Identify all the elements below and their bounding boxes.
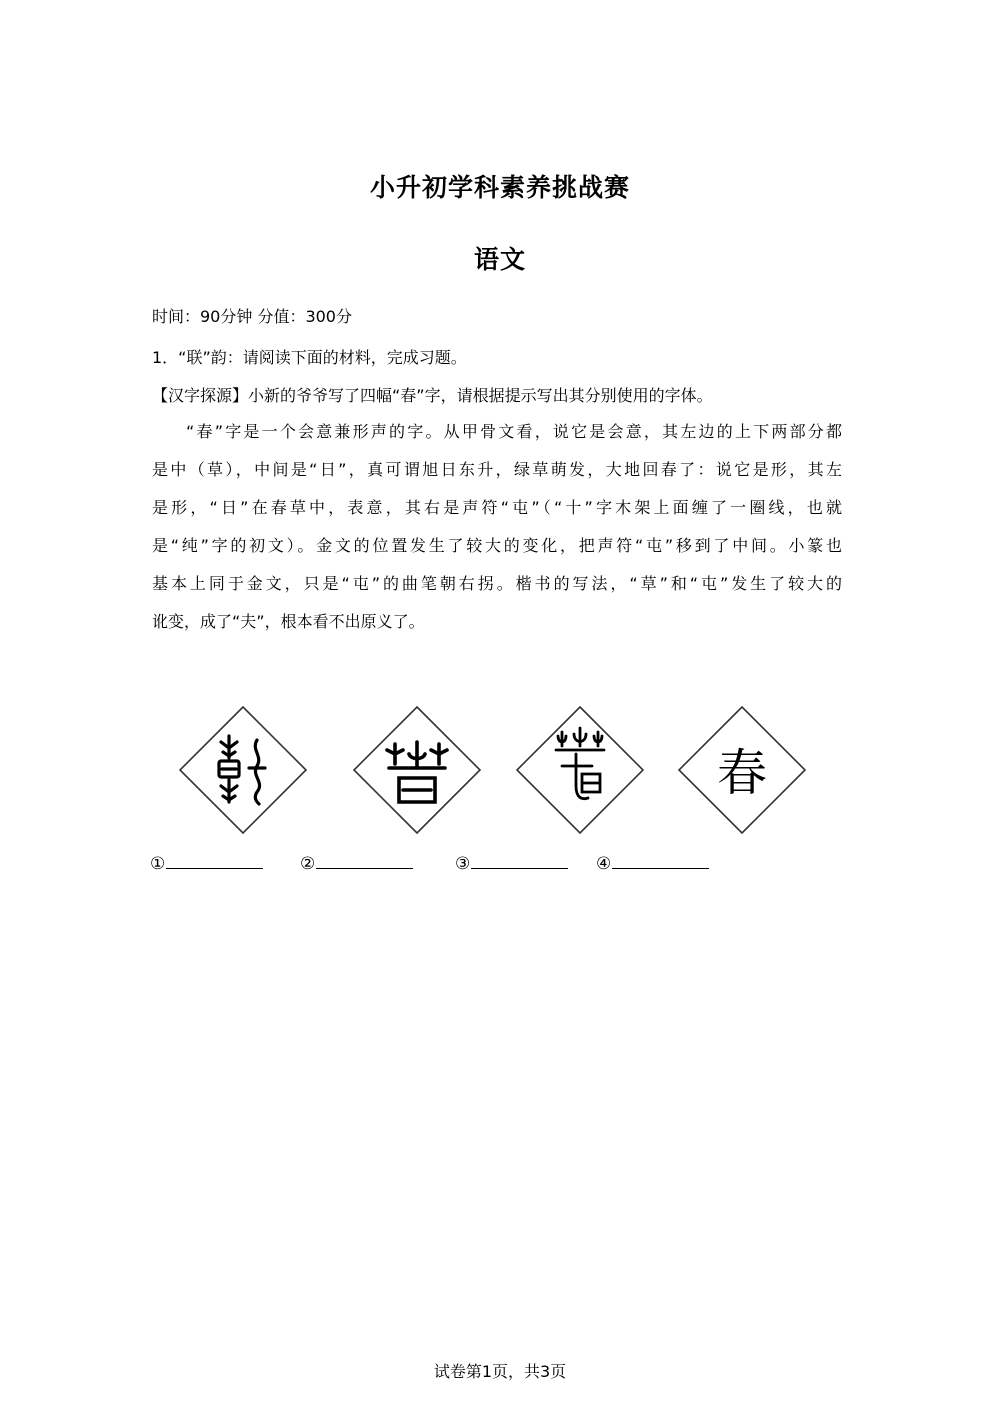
passage-line: 基本上同于金文，只是“屯”的曲笔朝右拐。楷书的写法，“草”和“屯”发生了较大的 — [152, 574, 842, 593]
blank-line[interactable] — [612, 850, 709, 869]
question-prompt: 1．“联”韵：请阅读下面的材料，完成习题。 — [152, 348, 467, 367]
answer-blank-4[interactable] — [596, 850, 709, 874]
blank-line[interactable] — [166, 850, 263, 869]
question-intro: 【汉字探源】小新的爷爷写了四幅“春”字，请根据提示写出其分别使用的字体。 — [152, 386, 713, 405]
exam-info: 时间：90分钟 分值：300分 — [152, 307, 352, 326]
passage-line: 是中（草），中间是“日”，真可谓旭日东升，绿草萌发，大地回春了：说它是形，其左 — [152, 460, 842, 479]
oracle-bone-chun-glyph — [179, 706, 307, 834]
seal-script-chun-glyph — [516, 706, 644, 834]
blank-line[interactable] — [471, 850, 568, 869]
chun-character: 春 — [717, 744, 767, 802]
answer-blank-1[interactable] — [150, 850, 263, 874]
page-title: 小升初学科素养挑战赛 — [369, 173, 630, 202]
subject-title: 语文 — [473, 245, 526, 274]
bronze-script-chun-glyph — [353, 706, 481, 834]
answer-blank-2[interactable] — [300, 850, 413, 874]
blank-line[interactable] — [316, 850, 413, 869]
passage-line: 是“纯”字的初文）。金文的位置发生了较大的变化，把声符“屯”移到了中间。小篆也 — [152, 536, 842, 555]
passage-line: 是形，“日”在春草中，表意，其右是声符“屯”（“十”字木架上面缠了一圈线，也就 — [152, 498, 842, 517]
answer-blank-3[interactable] — [455, 850, 568, 874]
reading-passage — [152, 413, 842, 641]
blank-marker: ④ — [596, 854, 612, 874]
passage-line: “春”字是一个会意兼形声的字。从甲骨文看，说它是会意，其左边的上下两部分都 — [186, 422, 842, 441]
passage-line: 讹变，成了“夫”，根本看不出原义了。 — [152, 612, 425, 631]
blank-marker: ② — [300, 854, 316, 874]
blank-marker: ① — [150, 854, 166, 874]
blank-marker: ③ — [455, 854, 471, 874]
page-footer: 试卷第1页，共3页 — [433, 1362, 567, 1381]
regular-script-chun-glyph — [678, 706, 806, 834]
